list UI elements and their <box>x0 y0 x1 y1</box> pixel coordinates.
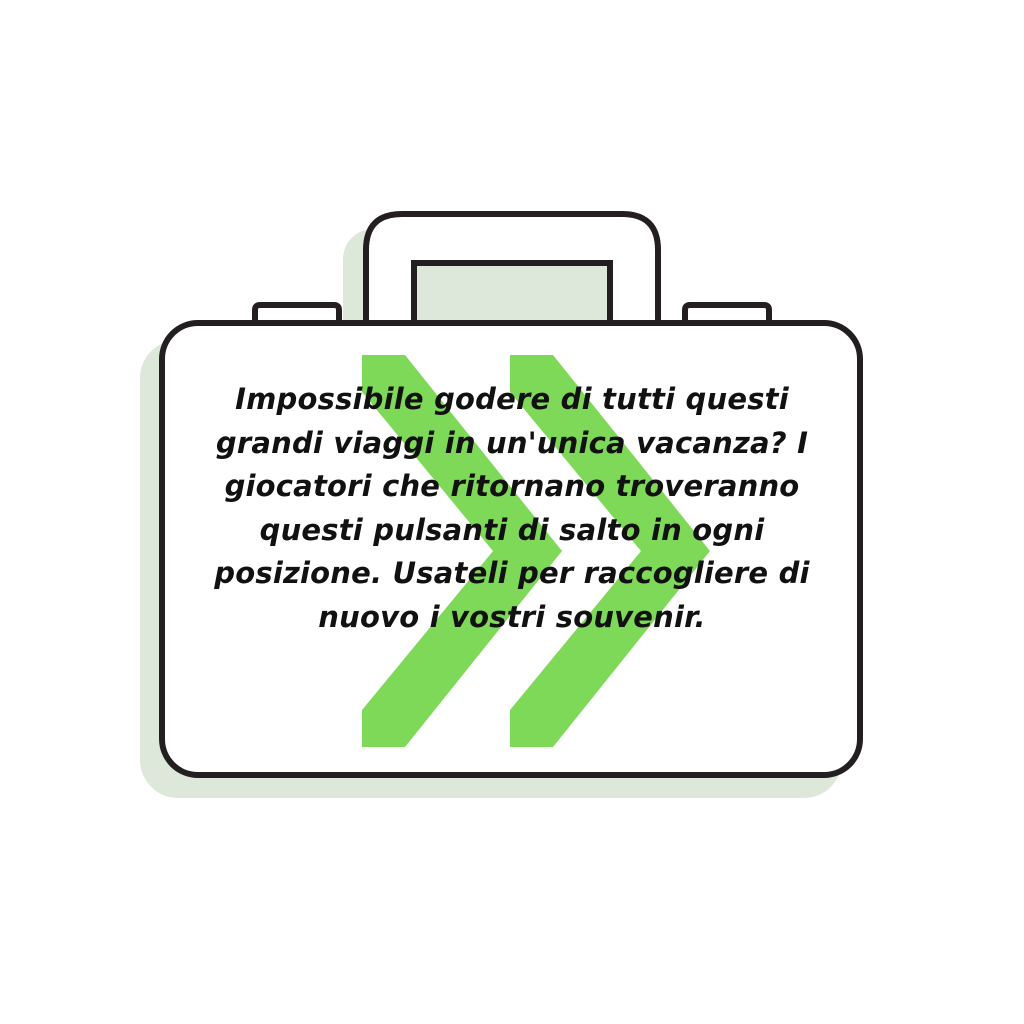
suitcase-handle <box>366 214 658 325</box>
message-text: Impossibile godere di tutti questi grandi viaggi in un'unica vacanza? I giocatori che ritornano troveranno questi pulsanti di salto in ogni posizione. Usateli per raccogliere di nuovo i vostri souvenir. <box>214 382 810 634</box>
